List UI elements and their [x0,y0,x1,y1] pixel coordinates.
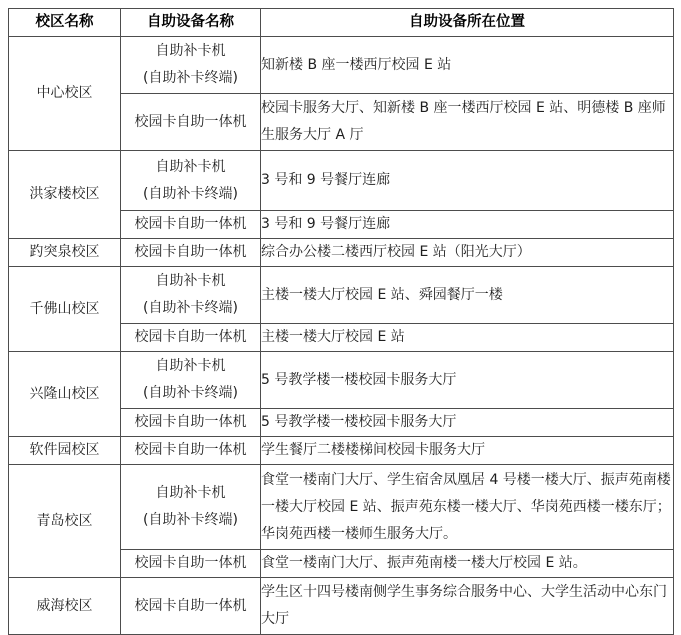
device-cell [121,37,261,94]
device-subname: (自助补卡终端) [143,70,238,86]
device-cell [121,437,261,465]
device-name: 校园卡自助一体机 [134,216,247,232]
campus-cell: 千佛山校区 [9,267,121,352]
location-cell: 综合办公楼二楼西厅校园 E 站（阳光大厅） [261,239,674,267]
table-row [9,578,674,635]
device-subname: (自助补卡终端) [143,185,238,202]
device-subname: (自助补卡终端) [143,512,238,528]
device-name: 校园卡自助一体机 [134,113,247,130]
location-cell: 5 号教学楼一楼校园卡服务大厅 [261,409,674,437]
location-cell: 学生餐厅二楼楼梯间校园卡服务大厅 [261,437,674,465]
location-cell: 3 号和 9 号餐厅连廊 [261,151,674,211]
device-name: 自助补卡机 [155,273,226,289]
campus-cell: 洪家楼校区 [9,151,121,239]
device-cell [121,352,261,409]
table-row [9,267,674,324]
header-device-location: 自助设备所在位置 [261,9,674,37]
device-cell [121,211,261,239]
table-row [9,437,674,465]
campus-cell: 青岛校区 [9,465,121,578]
header-campus-name: 校区名称 [9,9,121,37]
device-name: 校园卡自助一体机 [134,442,247,458]
campus-cell: 兴隆山校区 [9,352,121,437]
campus-cell: 威海校区 [9,578,121,635]
device-name: 自助补卡机 [155,43,226,59]
table-row [9,239,674,267]
location-cell: 主楼一楼大厅校园 E 站、舜园餐厅一楼 [261,267,674,324]
table-row [9,151,674,211]
location-cell: 食堂一楼南门大厅、振声苑南楼一楼大厅校园 E 站。 [261,550,674,578]
device-name: 校园卡自助一体机 [134,555,247,571]
device-cell [121,267,261,324]
location-cell: 校园卡服务大厅、知新楼 B 座一楼西厅校园 E 站、明德楼 B 座师生服务大厅 A 厅 [261,94,674,151]
device-name: 校园卡自助一体机 [134,414,247,430]
location-cell: 3 号和 9 号餐厅连廊 [261,211,674,239]
device-name: 校园卡自助一体机 [134,597,247,614]
device-cell [121,465,261,550]
table-row [9,465,674,550]
device-cell [121,239,261,267]
location-cell: 知新楼 B 座一楼西厅校园 E 站 [261,37,674,94]
device-name: 校园卡自助一体机 [134,244,247,260]
device-cell [121,550,261,578]
device-subname: (自助补卡终端) [143,385,238,401]
campus-cell: 软件园校区 [9,437,121,465]
device-cell [121,151,261,211]
device-name: 自助补卡机 [155,158,226,175]
campus-cell: 中心校区 [9,37,121,151]
header-device-name: 自助设备名称 [121,9,261,37]
device-cell [121,94,261,151]
device-name: 校园卡自助一体机 [134,329,247,345]
device-cell [121,324,261,352]
device-name: 自助补卡机 [155,358,226,374]
device-name: 自助补卡机 [155,485,226,501]
location-cell: 食堂一楼南门大厅、学生宿舍凤凰居 4 号楼一楼大厅、振声苑南楼一楼大厅校园 E 站、振声苑东楼一楼大厅、华岗苑西楼一楼东厅；华岗苑西楼一楼师生服务大厅。 [261,465,674,550]
table-header [9,9,674,37]
device-subname: (自助补卡终端) [143,300,238,316]
table-body [9,37,674,635]
device-cell [121,409,261,437]
campus-device-table [8,8,674,635]
campus-cell: 趵突泉校区 [9,239,121,267]
location-cell: 5 号教学楼一楼校园卡服务大厅 [261,352,674,409]
table-row [9,37,674,94]
table-row [9,352,674,409]
location-cell: 学生区十四号楼南侧学生事务综合服务中心、大学生活动中心东门大厅 [261,578,674,635]
location-cell: 主楼一楼大厅校园 E 站 [261,324,674,352]
header-row [9,9,674,37]
device-cell [121,578,261,635]
